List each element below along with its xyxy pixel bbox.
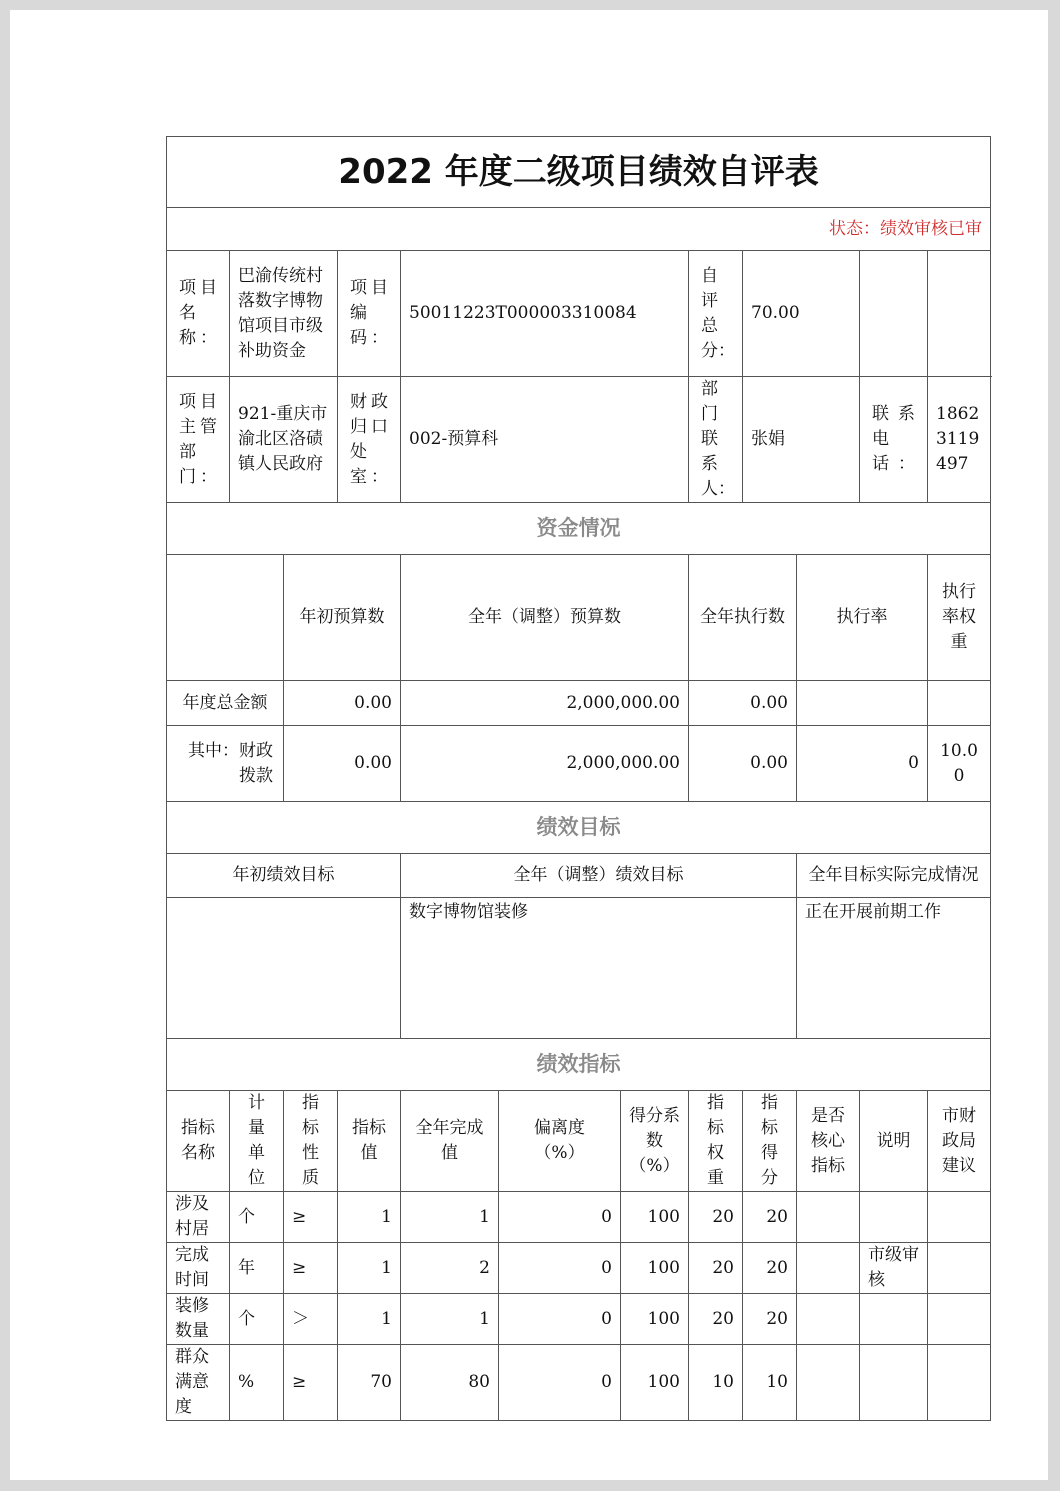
funds-cell: 0.00 [284,726,401,802]
finance-office-label: 财政归口处室： [338,377,401,503]
goals-header: 年初绩效目标 [167,854,401,898]
funds-header: 全年（调整）预算数 [401,555,689,681]
dept-value: 921-重庆市渝北区洛碛镇人民政府 [230,377,338,503]
funds-header: 执行率权重 [928,555,991,681]
indicator-score: 20 [743,1243,797,1294]
indicator-unit: 个 [230,1294,284,1345]
indicator-header: 偏离度（%） [499,1091,621,1192]
indicator-score: 10 [743,1345,797,1421]
funds-cell: 0.00 [689,681,797,726]
indicator-header: 指标得分 [743,1091,797,1192]
indicator-unit: 个 [230,1192,284,1243]
indicator-weight: 20 [689,1243,743,1294]
indicator-target: 1 [338,1192,401,1243]
indicator-name: 装修数量 [167,1294,230,1345]
indicator-core [797,1243,860,1294]
indicator-nature: ≥ [284,1192,338,1243]
indicator-weight: 20 [689,1294,743,1345]
phone-value: 18623119497 [928,377,991,503]
dept-label: 项目主管部门： [167,377,230,503]
table-row [167,1345,991,1421]
blank-cell [860,251,928,377]
funds-cell: 0.00 [689,726,797,802]
phone-label: 联系电话： [860,377,928,503]
funds-cell: 10.00 [928,726,991,802]
indicator-header: 市财政局建议 [928,1091,991,1192]
funds-cell [928,681,991,726]
funds-cell [797,681,928,726]
indicator-core [797,1192,860,1243]
indicator-note [860,1345,928,1421]
document-page [10,10,1048,1480]
indicator-unit: 年 [230,1243,284,1294]
blank-cell [928,251,991,377]
funds-row-label: 年度总金额 [167,681,284,726]
indicator-note: 市级审核 [860,1243,928,1294]
indicator-header: 全年完成值 [401,1091,499,1192]
indicator-target: 1 [338,1294,401,1345]
indicator-advice [928,1345,991,1421]
indicator-advice [928,1243,991,1294]
indicator-header: 说明 [860,1091,928,1192]
indicator-name: 涉及村居 [167,1192,230,1243]
indicator-nature: ≥ [284,1345,338,1421]
indicator-core [797,1345,860,1421]
indicator-score: 20 [743,1294,797,1345]
funds-row-label: 其中：财政拨款 [167,726,284,802]
funds-cell: 2,000,000.00 [401,726,689,802]
table-row [167,1192,991,1243]
indicator-deviation: 0 [499,1294,621,1345]
table-row [167,681,991,726]
contact-label: 部门联系人： [689,377,743,503]
indicator-header: 指标名称 [167,1091,230,1192]
finance-office-value: 002-预算科 [401,377,689,503]
status-badge: 状态：绩效审核已审 [167,208,991,251]
indicator-coef: 100 [621,1294,689,1345]
indicator-actual: 1 [401,1294,499,1345]
project-code-value: 50011223T000003310084 [401,251,689,377]
indicator-coef: 100 [621,1345,689,1421]
table-row [167,1294,991,1345]
indicator-note [860,1192,928,1243]
indicator-header: 指标权重 [689,1091,743,1192]
goals-header: 全年目标实际完成情况 [797,854,991,898]
goals-actual: 正在开展前期工作 [797,898,991,1039]
indicator-target: 70 [338,1345,401,1421]
indicator-actual: 1 [401,1192,499,1243]
funds-header: 全年执行数 [689,555,797,681]
goals-adjusted: 数字博物馆装修 [401,898,797,1039]
indicator-core [797,1294,860,1345]
indicator-deviation: 0 [499,1345,621,1421]
project-name-value: 巴渝传统村落数字博物馆项目市级补助资金 [230,251,338,377]
indicator-unit: % [230,1345,284,1421]
indicator-header: 得分系数（%） [621,1091,689,1192]
table-row [167,1243,991,1294]
project-code-label: 项目编码： [338,251,401,377]
funds-cell: 0 [797,726,928,802]
indicator-coef: 100 [621,1192,689,1243]
indicator-advice [928,1294,991,1345]
evaluation-form [166,136,990,1421]
self-score-value: 70.00 [743,251,860,377]
page-title: 2022 年度二级项目绩效自评表 [167,137,991,208]
indicator-nature: ≥ [284,1243,338,1294]
funds-header: 执行率 [797,555,928,681]
indicator-deviation: 0 [499,1192,621,1243]
section-title-funds: 资金情况 [167,503,991,555]
funds-cell: 2,000,000.00 [401,681,689,726]
indicator-header: 是否核心指标 [797,1091,860,1192]
funds-header: 年初预算数 [284,555,401,681]
section-title-goals: 绩效目标 [167,802,991,854]
indicator-weight: 10 [689,1345,743,1421]
indicator-header: 指标性质 [284,1091,338,1192]
indicator-deviation: 0 [499,1243,621,1294]
indicator-weight: 20 [689,1192,743,1243]
project-name-label: 项目名称： [167,251,230,377]
indicator-target: 1 [338,1243,401,1294]
indicator-header: 计量单位 [230,1091,284,1192]
goals-initial [167,898,401,1039]
table-row [167,726,991,802]
section-title-indicators: 绩效指标 [167,1039,991,1091]
contact-value: 张娟 [743,377,860,503]
funds-cell: 0.00 [284,681,401,726]
indicator-note [860,1294,928,1345]
indicator-name: 完成时间 [167,1243,230,1294]
indicator-coef: 100 [621,1243,689,1294]
indicator-header: 指标值 [338,1091,401,1192]
indicator-advice [928,1192,991,1243]
indicator-nature: ＞ [284,1294,338,1345]
indicator-actual: 80 [401,1345,499,1421]
indicator-name: 群众满意度 [167,1345,230,1421]
indicator-score: 20 [743,1192,797,1243]
evaluation-table [166,136,991,1421]
goals-header: 全年（调整）绩效目标 [401,854,797,898]
indicator-actual: 2 [401,1243,499,1294]
funds-header-blank [167,555,284,681]
self-score-label: 自评总分： [689,251,743,377]
